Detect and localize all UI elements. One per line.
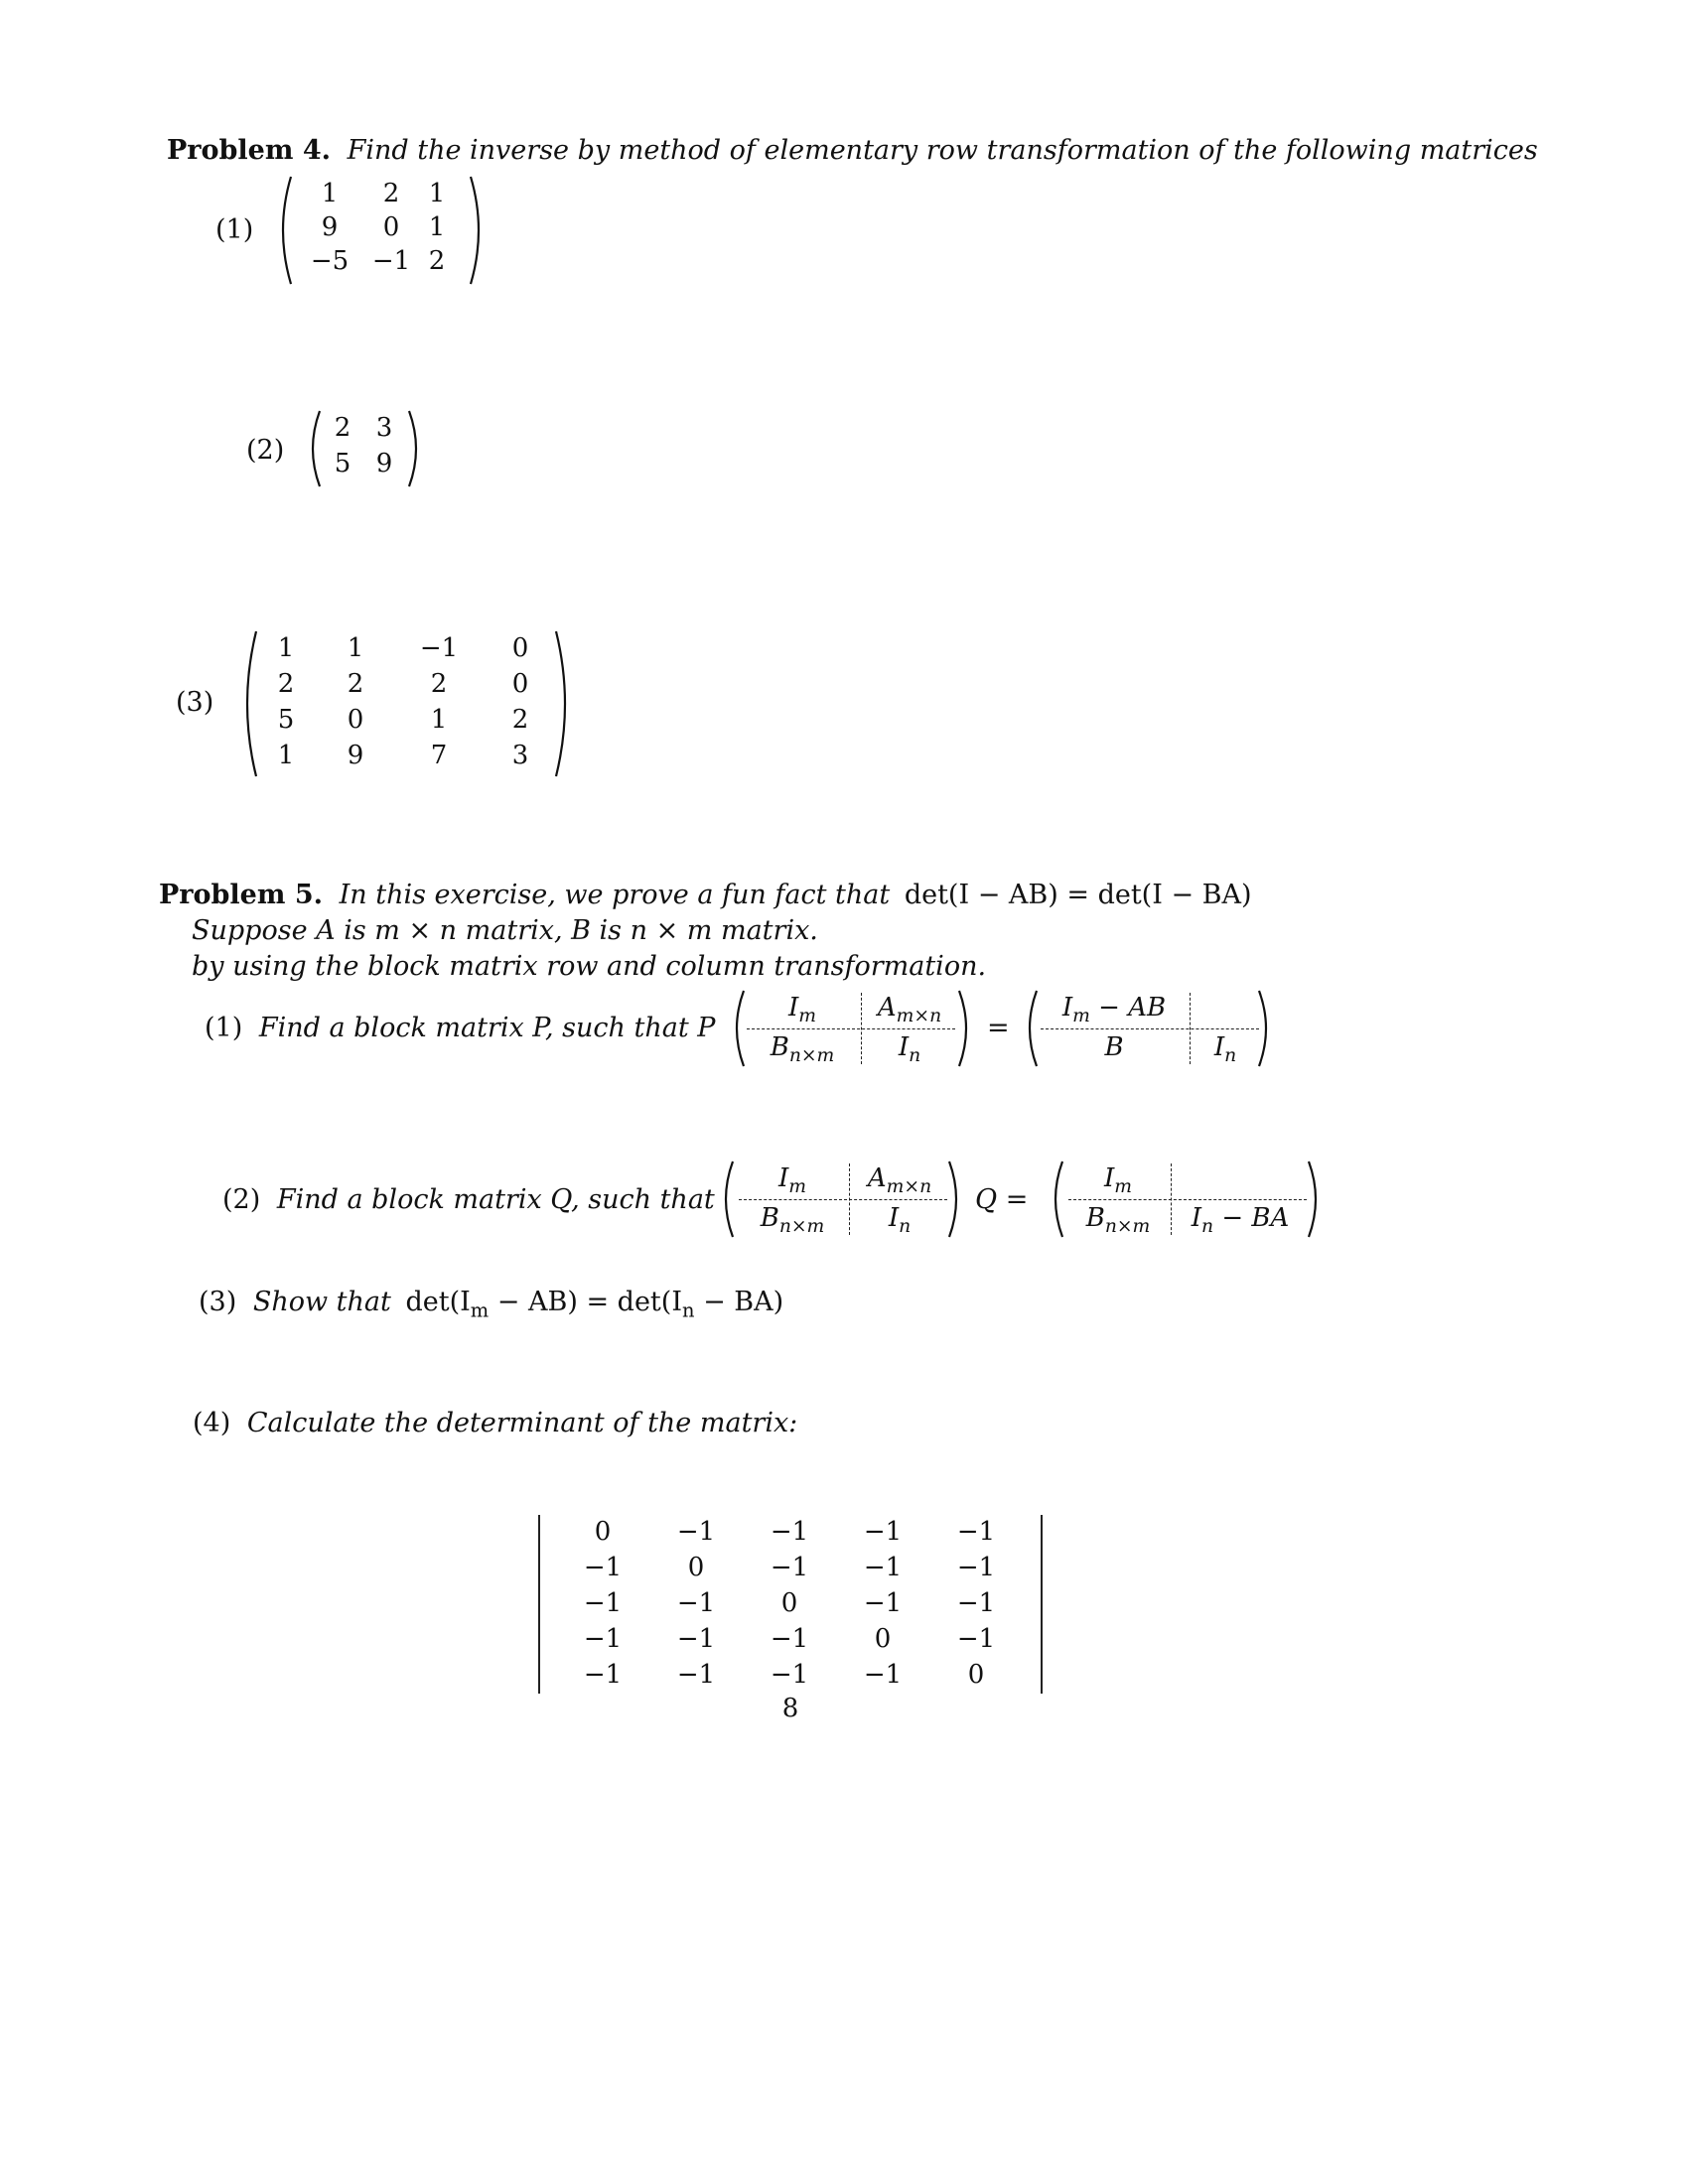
- matrix-cell: 5: [334, 449, 352, 478]
- block-entry: $A_{m\times n}$: [877, 993, 942, 1027]
- block-divider-h: [739, 1199, 947, 1200]
- part3-text: Show that: [252, 1287, 391, 1317]
- matrix-cell: −1: [676, 1660, 716, 1690]
- matrix-cell: 0: [967, 1660, 985, 1690]
- matrix1-right-paren: [467, 175, 489, 286]
- matrix-cell: −1: [956, 1624, 996, 1654]
- matrix-cell: −1: [863, 1517, 903, 1547]
- matrix-cell: 7: [430, 741, 448, 770]
- problem5-label: Problem 5.: [159, 880, 324, 910]
- part2-q-equals: Q =: [975, 1184, 1029, 1215]
- matrix-cell: −1: [583, 1660, 623, 1690]
- matrix-cell: 0: [780, 1588, 798, 1618]
- block-divider-h: [747, 1028, 955, 1029]
- part1-text: Find a block matrix P, such that P: [258, 1013, 716, 1043]
- matrix-cell: 9: [375, 449, 393, 478]
- matrix1-label: (1): [215, 214, 254, 245]
- part2-left-block-matrix: [739, 1161, 947, 1237]
- matrix-cell: −1: [583, 1553, 623, 1582]
- matrix-cell: 3: [375, 413, 393, 443]
- part2-left-matrix-rparen: [945, 1160, 965, 1239]
- matrix-cell: 2: [428, 246, 446, 276]
- matrix-cell: −1: [956, 1588, 996, 1618]
- block-entry: $I_n$: [1213, 1032, 1237, 1067]
- part4-text: Calculate the determinant of the matrix:: [246, 1408, 798, 1438]
- matrix-cell: −1: [676, 1517, 716, 1547]
- part1-equals: =: [987, 1013, 1010, 1043]
- block-entry: $B_{n\times m}$: [1085, 1203, 1151, 1238]
- matrix-cell: 2: [277, 669, 295, 699]
- matrix-cell: −1: [863, 1553, 903, 1582]
- matrix2-left-paren: [304, 409, 324, 488]
- problem4-heading: [167, 137, 1538, 164]
- matrix-cell: 1: [428, 179, 446, 208]
- part1-right-matrix-lparen: [1021, 989, 1041, 1068]
- part1-left-matrix-lparen: [728, 989, 748, 1068]
- part4-label: (4): [193, 1408, 231, 1438]
- problem4-label: Problem 4.: [167, 135, 332, 166]
- matrix-cell: 0: [382, 212, 400, 242]
- part2-left-matrix-lparen: [717, 1160, 737, 1239]
- matrix-cell: 0: [687, 1553, 705, 1582]
- matrix-cell: −1: [583, 1624, 623, 1654]
- part1-prompt: [205, 1015, 715, 1041]
- part2-prompt: [222, 1186, 715, 1213]
- matrix-cell: 0: [347, 705, 364, 735]
- block-entry: $I_m$: [777, 1163, 807, 1198]
- matrix-cell: −5: [310, 246, 350, 276]
- matrix-cell: −1: [371, 246, 411, 276]
- part3-formula: $\det(I_m - AB) = \det(I_n - BA)$: [405, 1287, 784, 1322]
- matrix-cell: 9: [321, 212, 339, 242]
- part2-text: Find a block matrix Q, such that: [276, 1184, 715, 1215]
- matrix-cell: 0: [511, 669, 529, 699]
- problem5-intro-formula: det(I − AB) = det(I − BA): [904, 880, 1252, 910]
- block-divider-v: [861, 993, 862, 1064]
- matrix-cell: −1: [676, 1624, 716, 1654]
- part1-right-block-matrix: [1041, 991, 1259, 1066]
- matrix-cell: 2: [347, 669, 364, 699]
- matrix-cell: 1: [277, 633, 295, 663]
- matrix-cell: −1: [863, 1660, 903, 1690]
- determinant-right-bar: [1041, 1515, 1043, 1694]
- matrix-cell: 2: [382, 179, 400, 208]
- part2-right-block-matrix: [1068, 1161, 1307, 1237]
- determinant-left-bar: [538, 1515, 540, 1694]
- matrix3-right-paren: [552, 629, 576, 778]
- part1-right-matrix-rparen: [1255, 989, 1275, 1068]
- matrix-cell: −1: [770, 1517, 809, 1547]
- block-divider-v: [1171, 1163, 1172, 1235]
- matrix-cell: 9: [347, 741, 364, 770]
- matrix2-right-paren: [405, 409, 425, 488]
- problem5-line2: Suppose A is m × n matrix, B is n × m matrix.: [192, 915, 818, 946]
- matrix1-left-paren: [273, 175, 295, 286]
- part1-label: (1): [205, 1013, 243, 1043]
- block-entry: $I_m$: [787, 993, 817, 1027]
- matrix-cell: 1: [321, 179, 339, 208]
- part3-label: (3): [199, 1287, 237, 1317]
- part4-prompt: [193, 1410, 797, 1436]
- block-entry: $I_n$: [888, 1203, 912, 1238]
- matrix-cell: 0: [874, 1624, 892, 1654]
- problem5-line3: by using the block matrix row and column transformation.: [192, 951, 987, 982]
- problem4-text: Find the inverse by method of elementary row transformation of the following matrices: [347, 135, 1538, 166]
- block-entry: $I_n$: [898, 1032, 921, 1067]
- matrix3-left-paren: [236, 629, 260, 778]
- matrix-cell: 2: [430, 669, 448, 699]
- part3-prompt: [199, 1289, 783, 1320]
- matrix-cell: −1: [583, 1588, 623, 1618]
- matrix-cell: 5: [277, 705, 295, 735]
- matrix-cell: 0: [594, 1517, 612, 1547]
- matrix-cell: −1: [956, 1553, 996, 1582]
- block-divider-v: [849, 1163, 850, 1235]
- block-entry: $I_m$ − AB: [1061, 993, 1167, 1027]
- matrix-cell: −1: [770, 1624, 809, 1654]
- part2-label: (2): [222, 1184, 261, 1215]
- block-entry: $A_{m\times n}$: [867, 1163, 932, 1198]
- block-divider-v: [1190, 993, 1191, 1064]
- determinant-matrix: [568, 1519, 1025, 1693]
- block-entry: B: [1104, 1032, 1124, 1062]
- matrix-cell: 1: [428, 212, 446, 242]
- part2-right-matrix-rparen: [1305, 1160, 1325, 1239]
- matrix3-label: (3): [176, 687, 214, 718]
- matrix-cell: 3: [511, 741, 529, 770]
- matrix-cell: 1: [430, 705, 448, 735]
- page-number: 8: [781, 1694, 799, 1723]
- matrix-cell: −1: [863, 1588, 903, 1618]
- matrix2-label: (2): [246, 435, 285, 466]
- matrix-cell: −1: [770, 1660, 809, 1690]
- matrix-cell: −1: [770, 1553, 809, 1582]
- part1-left-matrix-rparen: [955, 989, 975, 1068]
- block-divider-h: [1041, 1028, 1259, 1029]
- block-divider-h: [1068, 1199, 1307, 1200]
- matrix-cell: 0: [511, 633, 529, 663]
- matrix-cell: 2: [334, 413, 352, 443]
- matrix-cell: −1: [419, 633, 459, 663]
- part1-left-block-matrix: [747, 991, 955, 1066]
- matrix-cell: −1: [956, 1517, 996, 1547]
- block-entry: $I_n$ − BA: [1191, 1203, 1290, 1238]
- matrix-cell: 2: [511, 705, 529, 735]
- block-entry: $I_m$: [1103, 1163, 1133, 1198]
- part2-right-matrix-lparen: [1047, 1160, 1066, 1239]
- matrix-cell: −1: [676, 1588, 716, 1618]
- block-entry: $B_{n\times m}$: [760, 1203, 825, 1238]
- block-entry: $B_{n\times m}$: [770, 1032, 835, 1067]
- problem5-heading: [159, 882, 1252, 908]
- matrix-cell: 1: [277, 741, 295, 770]
- matrix-cell: 1: [347, 633, 364, 663]
- problem5-intro: In this exercise, we prove a fun fact that: [339, 880, 891, 910]
